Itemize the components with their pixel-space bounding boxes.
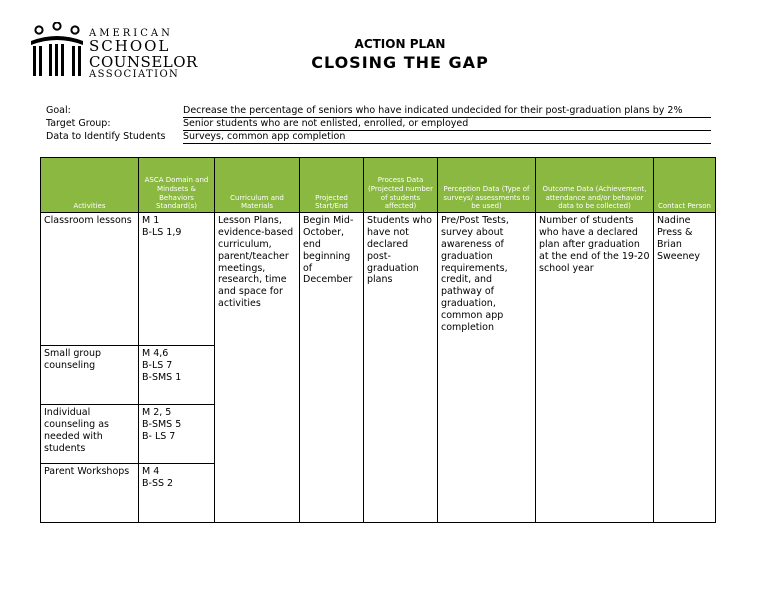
people-icon xyxy=(30,22,86,80)
document-title: ACTION PLAN xyxy=(354,37,446,51)
outcome-data-cell: Number of students who have a declared plan after graduation at the end of the 19-20 school year xyxy=(536,213,654,523)
logo-text-counselor: COUNSELOR xyxy=(89,53,198,71)
start-end-cell: Begin Mid-October, end beginning of December xyxy=(300,213,364,523)
col-header-start-end: Projected Start/End xyxy=(300,158,364,213)
activity-cell: Small group counseling xyxy=(41,345,139,404)
target-group-label: Target Group: xyxy=(46,118,111,129)
standards-cell: M 4,6 B-LS 7 B-SMS 1 xyxy=(139,345,215,404)
table-row xyxy=(41,213,716,346)
activity-cell: Individual counseling as needed with students xyxy=(41,404,139,463)
data-identify-value: Surveys, common app completion xyxy=(183,131,711,144)
curriculum-cell: Lesson Plans, evidence-based curriculum, parent/teacher meetings, research, time and space for activities xyxy=(215,213,300,523)
asca-logo xyxy=(30,22,198,82)
col-header-process-data: Process Data (Projected number of students affected) xyxy=(364,158,438,213)
logo-text-association: ASSOCIATION xyxy=(89,69,180,80)
target-group-value: Senior students who are not enlisted, enrolled, or employed xyxy=(183,118,711,131)
logo-text-american: AMERICAN xyxy=(89,28,173,39)
standards-cell: M 1 B-LS 1,9 xyxy=(139,213,215,346)
activity-cell: Parent Workshops xyxy=(41,463,139,522)
col-header-curriculum: Curriculum and Materials xyxy=(215,158,300,213)
col-header-standards: ASCA Domain and Mindsets & Behaviors Standard(s) xyxy=(139,158,215,213)
document-subtitle: CLOSING THE GAP xyxy=(311,53,489,72)
table-header-row xyxy=(41,158,716,213)
standards-cell: M 2, 5 B-SMS 5 B- LS 7 xyxy=(139,404,215,463)
col-header-activities: Activities xyxy=(41,158,139,213)
perception-data-cell: Pre/Post Tests, survey about awareness of graduation requirements, credit, and pathway of graduation, common app completion xyxy=(438,213,536,523)
goal-label: Goal: xyxy=(46,105,71,116)
contact-cell: Nadine Press & Brian Sweeney xyxy=(654,213,716,523)
process-data-cell: Students who have not declared post-graduation plans xyxy=(364,213,438,523)
activity-cell: Classroom lessons xyxy=(41,213,139,346)
action-plan-table xyxy=(40,157,716,523)
logo-text-school: SCHOOL xyxy=(89,37,171,55)
data-identify-label: Data to Identify Students xyxy=(46,131,166,142)
col-header-outcome-data: Outcome Data (Achievement, attendance and/or behavior data to be collected) xyxy=(536,158,654,213)
col-header-perception-data: Perception Data (Type of surveys/ assessments to be used) xyxy=(438,158,536,213)
col-header-contact: Contact Person xyxy=(654,158,716,213)
goal-value: Decrease the percentage of seniors who have indicated undecided for their post-graduation plans by 2% xyxy=(183,105,711,118)
standards-cell: M 4 B-SS 2 xyxy=(139,463,215,522)
